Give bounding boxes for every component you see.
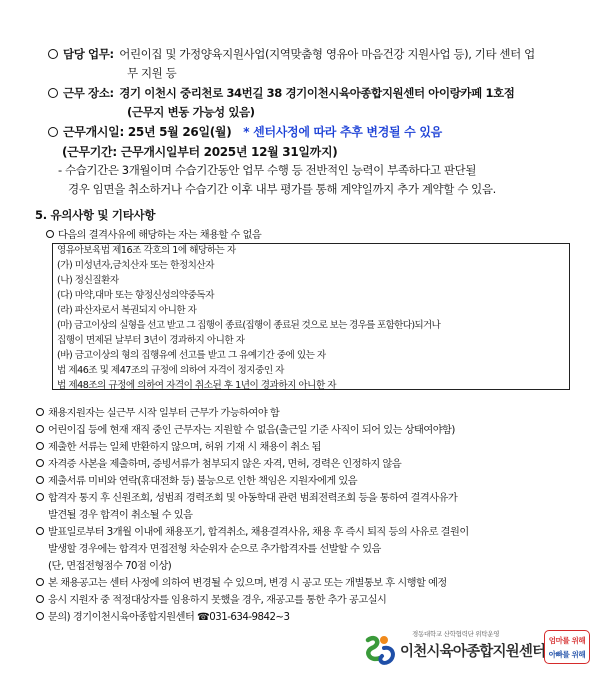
- disqualification-box: [52, 243, 570, 390]
- org-logo: [360, 628, 600, 672]
- section5-title: 5. 유의사항 및 기타사항: [35, 208, 156, 222]
- note-item: [36, 574, 447, 589]
- note-item: [36, 472, 357, 487]
- bullet-circle-icon: [36, 595, 44, 603]
- disq-item: (가) 미성년자,금치산자 또는 한정치산자: [57, 260, 214, 271]
- work-period: (근무기간: 근무개시일부터 2025년 12월 31일까지): [62, 145, 338, 159]
- badge-line2: 아빠를 위해: [548, 650, 586, 659]
- disq-item: 법 제48조의 규정에 의하여 자격이 취소된 후 1년이 경과하지 아니한 자: [57, 380, 337, 390]
- duties-label: 담당 업무:: [63, 47, 114, 61]
- note-text: 본 채용공고는 센터 사정에 의하여 변경될 수 있으며, 변경 시 공고 또는 개별통보 후 시행할 예정: [48, 578, 447, 589]
- disq-item: (마) 금고이상의 실형을 선고 받고 그 집행이 종료(집행이 종료된 것으로 보는 경우를 포함한다)되거나: [57, 320, 441, 331]
- section5-intro: [46, 226, 261, 241]
- note-item: [36, 455, 401, 470]
- note-text: 채용지원자는 실근무 시작 일부터 근무가 가능하여야 함: [48, 408, 280, 419]
- start-date-row: [48, 123, 442, 140]
- bullet-circle-icon: [36, 527, 44, 535]
- note-item: [36, 608, 289, 623]
- note-continuation: 발견될 경우 합격이 취소될 수 있음: [48, 510, 193, 521]
- duties-row: [48, 46, 535, 62]
- start-date-label: 근무개시일:: [63, 125, 124, 139]
- probation-line2: 경우 임면을 취소하거나 수습기간 이후 내부 평가를 통해 계약일까지 추가 계약할 수 있음.: [68, 182, 496, 196]
- bullet-circle-icon: [46, 230, 54, 238]
- bullet-circle-icon: [36, 612, 44, 620]
- probation-line1: - 수습기간은 3개월이며 수습기간동안 업무 수행 등 전반적인 능력이 부족하다고 판단될: [58, 163, 477, 177]
- bullet-circle-icon: [48, 127, 58, 137]
- note-continuation: (단, 면접전형점수 70점 이상): [48, 561, 172, 572]
- org-small-text: 경동대학교 산학협력단 위탁운영: [412, 630, 500, 638]
- bullet-circle-icon: [36, 442, 44, 450]
- bullet-circle-icon: [36, 425, 44, 433]
- bullet-circle-icon: [48, 88, 58, 98]
- contact-text: 문의) 경기이천시육아종합지원센터 ☎031-634-9842~3: [48, 612, 290, 623]
- note-text: 제출서류 미비와 연락(휴대전화 등) 불능으로 인한 책임은 지원자에게 있음: [48, 476, 358, 487]
- workplace-line1: 경기 이천시 중리천로 34번길 38 경기이천시육아종합지원센터 아이랑카페 1호점: [119, 86, 515, 100]
- bullet-circle-icon: [36, 408, 44, 416]
- disq-item: (다) 마약,대마 또는 향정신성의약중독자: [57, 290, 214, 301]
- note-text: 발표일로부터 3개월 이내에 채용포기, 합격취소, 채용결격사유, 채용 후 즉시 퇴직 등의 사유로 결원이: [48, 527, 469, 538]
- disq-item: 법 제46조 및 제47조의 규정에 의하여 자격이 정지중인 자: [57, 365, 284, 376]
- disq-item: (나) 정신질환자: [57, 275, 119, 286]
- section5-intro-text: 다음의 결격사유에 해당하는 자는 채용할 수 없음: [58, 230, 262, 241]
- note-item: [36, 523, 469, 538]
- note-item: [36, 489, 457, 504]
- duties-line2: 무 지원 등: [127, 66, 177, 80]
- bullet-circle-icon: [36, 493, 44, 501]
- disq-item: 집행이 면제된 날부터 3년이 경과하지 아니한 자: [57, 335, 245, 346]
- badge: [544, 630, 590, 664]
- note-text: 어린이집 등에 현재 재직 중인 근무자는 지원할 수 없음(출근일 기준 사직이 되어 있는 상태여야함): [48, 425, 455, 436]
- bullet-circle-icon: [36, 578, 44, 586]
- start-date-value: 25년 5월 26일(월): [127, 125, 232, 139]
- note-text: 합격자 통지 후 신원조회, 성범죄 경력조회 및 아동학대 관련 범죄전력조회 등을 통하여 결격사유가: [48, 493, 458, 504]
- disq-item: (바) 금고이상의 형의 집행유예 선고를 받고 그 유예기간 중에 있는 자: [57, 350, 326, 361]
- bullet-circle-icon: [36, 459, 44, 467]
- workplace-label: 근무 장소:: [63, 86, 114, 100]
- note-continuation: 발생할 경우에는 합격자 면접전형 차순위자 순으로 추가합격자를 선발할 수 있음: [48, 544, 381, 555]
- note-item: [36, 591, 386, 606]
- bullet-circle-icon: [36, 476, 44, 484]
- workplace-row: [48, 85, 514, 101]
- duties-line1: 어린이집 및 가정양육지원사업(지역맞춤형 영유아 마음건강 지원사업 등), 기타 센터 업: [119, 47, 535, 61]
- note-item: [36, 404, 279, 419]
- disq-item: 영유아보육법 제16조 각호의 1에 해당하는 자: [57, 245, 236, 256]
- badge-line1: 엄마를 위해: [548, 636, 586, 645]
- note-text: 응시 지원자 중 적정대상자를 임용하지 못했을 경우, 재공고를 통한 추가 공고실시: [48, 595, 387, 606]
- note-text: 자격증 사본을 제출하며, 증빙서류가 첨부되지 않은 자격, 면허, 경력은 인정하지 않음: [48, 459, 402, 470]
- workplace-line2: (근무지 변동 가능성 있음): [127, 105, 255, 119]
- disq-item: (라) 파산자로서 복권되지 아니한 자: [57, 305, 197, 316]
- org-symbol-icon: [360, 634, 400, 668]
- note-item: [36, 421, 455, 436]
- note-text: 제출한 서류는 일체 반환하지 않으며, 허위 기재 시 채용이 취소 됨: [48, 442, 321, 453]
- note-item: [36, 438, 321, 453]
- org-name: 이천시육아종합지원센터: [400, 644, 546, 660]
- start-date-note: * 센터사정에 따라 추후 변경될 수 있음: [243, 125, 442, 139]
- bullet-circle-icon: [48, 49, 58, 59]
